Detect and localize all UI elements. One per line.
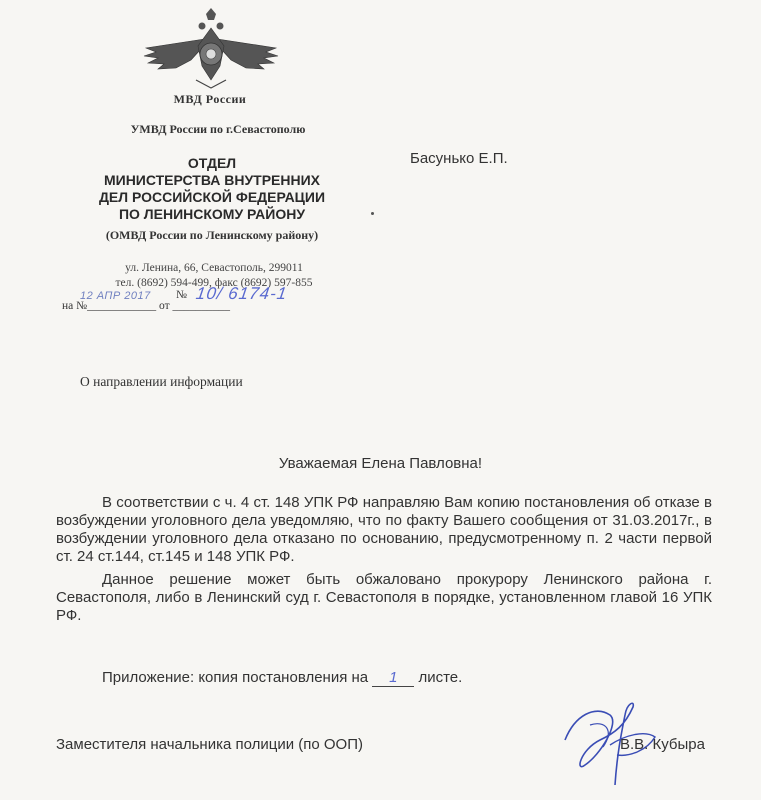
mvd-eagle-emblem-icon xyxy=(136,8,286,90)
number-label: № xyxy=(176,289,187,301)
attachment-page-count: 1 xyxy=(372,669,414,687)
department-name xyxy=(66,155,358,223)
body-paragraph-1: В соответствии с ч. 4 ст. 148 УПК РФ направляю Вам копию постановления об отказе в возбуждении уголовного дела уведомляю, что по факту Вашего сообщения от 31.03.2017г., в возбуждении уголовного дела отказано по основанию, предусмотренному п. 2 части первой ст. 24 ст.144, ст.145 и 148 УПК РФ. xyxy=(56,494,712,565)
signer-position: Заместителя начальника полиции (по ООП) xyxy=(56,736,364,753)
attachment-prefix: Приложение: копия постановления на xyxy=(102,669,369,686)
department-line-2: МИНИСТЕРСТВА ВНУТРЕННИХ xyxy=(103,172,321,188)
department-line-3: ДЕЛ РОССИЙСКОЙ ФЕДЕРАЦИИ xyxy=(98,189,326,205)
signer-name: В.В. Кубыра xyxy=(620,736,705,753)
address-line: ул. Ленина, 66, Севастополь, 299011 xyxy=(125,262,303,274)
regional-office-name: УМВД России по г.Севастополю xyxy=(130,122,306,136)
phone-line: тел. (8692) 594-499, факс (8692) 597-855 xyxy=(115,277,313,289)
body-paragraph-2: Данное решение может быть обжаловано прокурору Ленинского района г. Севастополя, либо в Ленинский суд г. Севастополя в порядке, установленном главой 16 УПК РФ. xyxy=(56,571,712,624)
letter-body xyxy=(56,494,712,630)
greeting: Уважаемая Елена Павловна! xyxy=(278,455,483,472)
recipient-name: Басунько Е.П. xyxy=(410,150,508,167)
attachment-line xyxy=(102,669,462,687)
outgoing-number: 10/ 6174-1 xyxy=(194,284,289,303)
ministry-short-name: МВД России xyxy=(173,92,247,106)
department-short-name: (ОМВД России по Ленинскому району) xyxy=(105,228,319,242)
letter-subject: О направлении информации xyxy=(80,374,243,389)
department-line-1: ОТДЕЛ xyxy=(187,155,237,171)
registration-date-stamp: 12 АПР 2017 xyxy=(80,290,151,302)
department-line-4: ПО ЛЕНИНСКОМУ РАЙОНУ xyxy=(118,206,306,222)
ink-dot xyxy=(371,212,374,215)
reply-reference-line: на №____________ от __________ xyxy=(62,300,230,312)
attachment-suffix: листе. xyxy=(418,669,463,686)
